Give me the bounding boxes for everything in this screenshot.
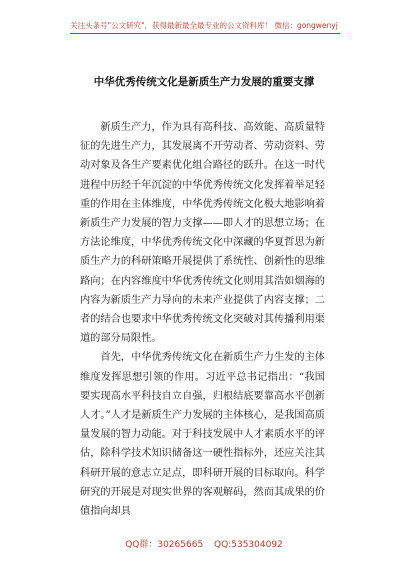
paragraph-1: 新质生产力，作为具有高科技、高效能、高质量特征的先进生产力，其发展离不开劳动者、劳动资料、劳动对象及各生产要素优化组合路径的跃升。在这一时代进程中历经千年沉淀的中华优秀传统文化发挥着举足轻重的作用在主体维度，中华优秀传统文化极大地影响着新质生产力发展的智力支撑——即人才的思想立场；在方法论维度，中华优秀传统文化中深藏的华夏哲思为新质生产力的科研策略开展提供了系统性、创新性的思维路向；在内容维度中华优秀传统文化则用其浩如烟海的内容为新质生产力导向的未来产业提供了内容支撑；二者的结合也要求中华优秀传统文化突破对其传播利用渠道的部分局限性。 bbox=[80, 122, 325, 345]
document-title: 中华优秀传统文化是新质生产力发展的重要支撑 bbox=[93, 76, 315, 88]
footer-qq: QQ:535304092 bbox=[214, 540, 283, 550]
footer-qq-group: QQ群：30265665 bbox=[125, 540, 204, 550]
header-divider bbox=[70, 33, 340, 34]
paragraph-2: 首先，中华优秀传统文化在新质生产力生发的主体维度发挥思想引领的作用。习近平总书记指出：“我国要实现高水平科技自立自强，归根结底要靠高水平创新人才。”人才是新质生产力发展的主体核心，是我国高质量发展的智力动能。对于科技发展中人才素质水平的评估，除科学技术知识储备这一硬性指标外，还应关注其科研开展的意志立足点，即科研开展的目标取向。科学研究的开展是对现实世界的客观解码，然而其成果的价值指向却具 bbox=[80, 352, 325, 518]
footer-contact bbox=[0, 537, 408, 550]
document-body bbox=[80, 118, 325, 521]
header-banner: 关注头条号"公文研究"，获得最新最全最专业的公文资料库！ 微信：gongwenyj bbox=[70, 21, 338, 30]
